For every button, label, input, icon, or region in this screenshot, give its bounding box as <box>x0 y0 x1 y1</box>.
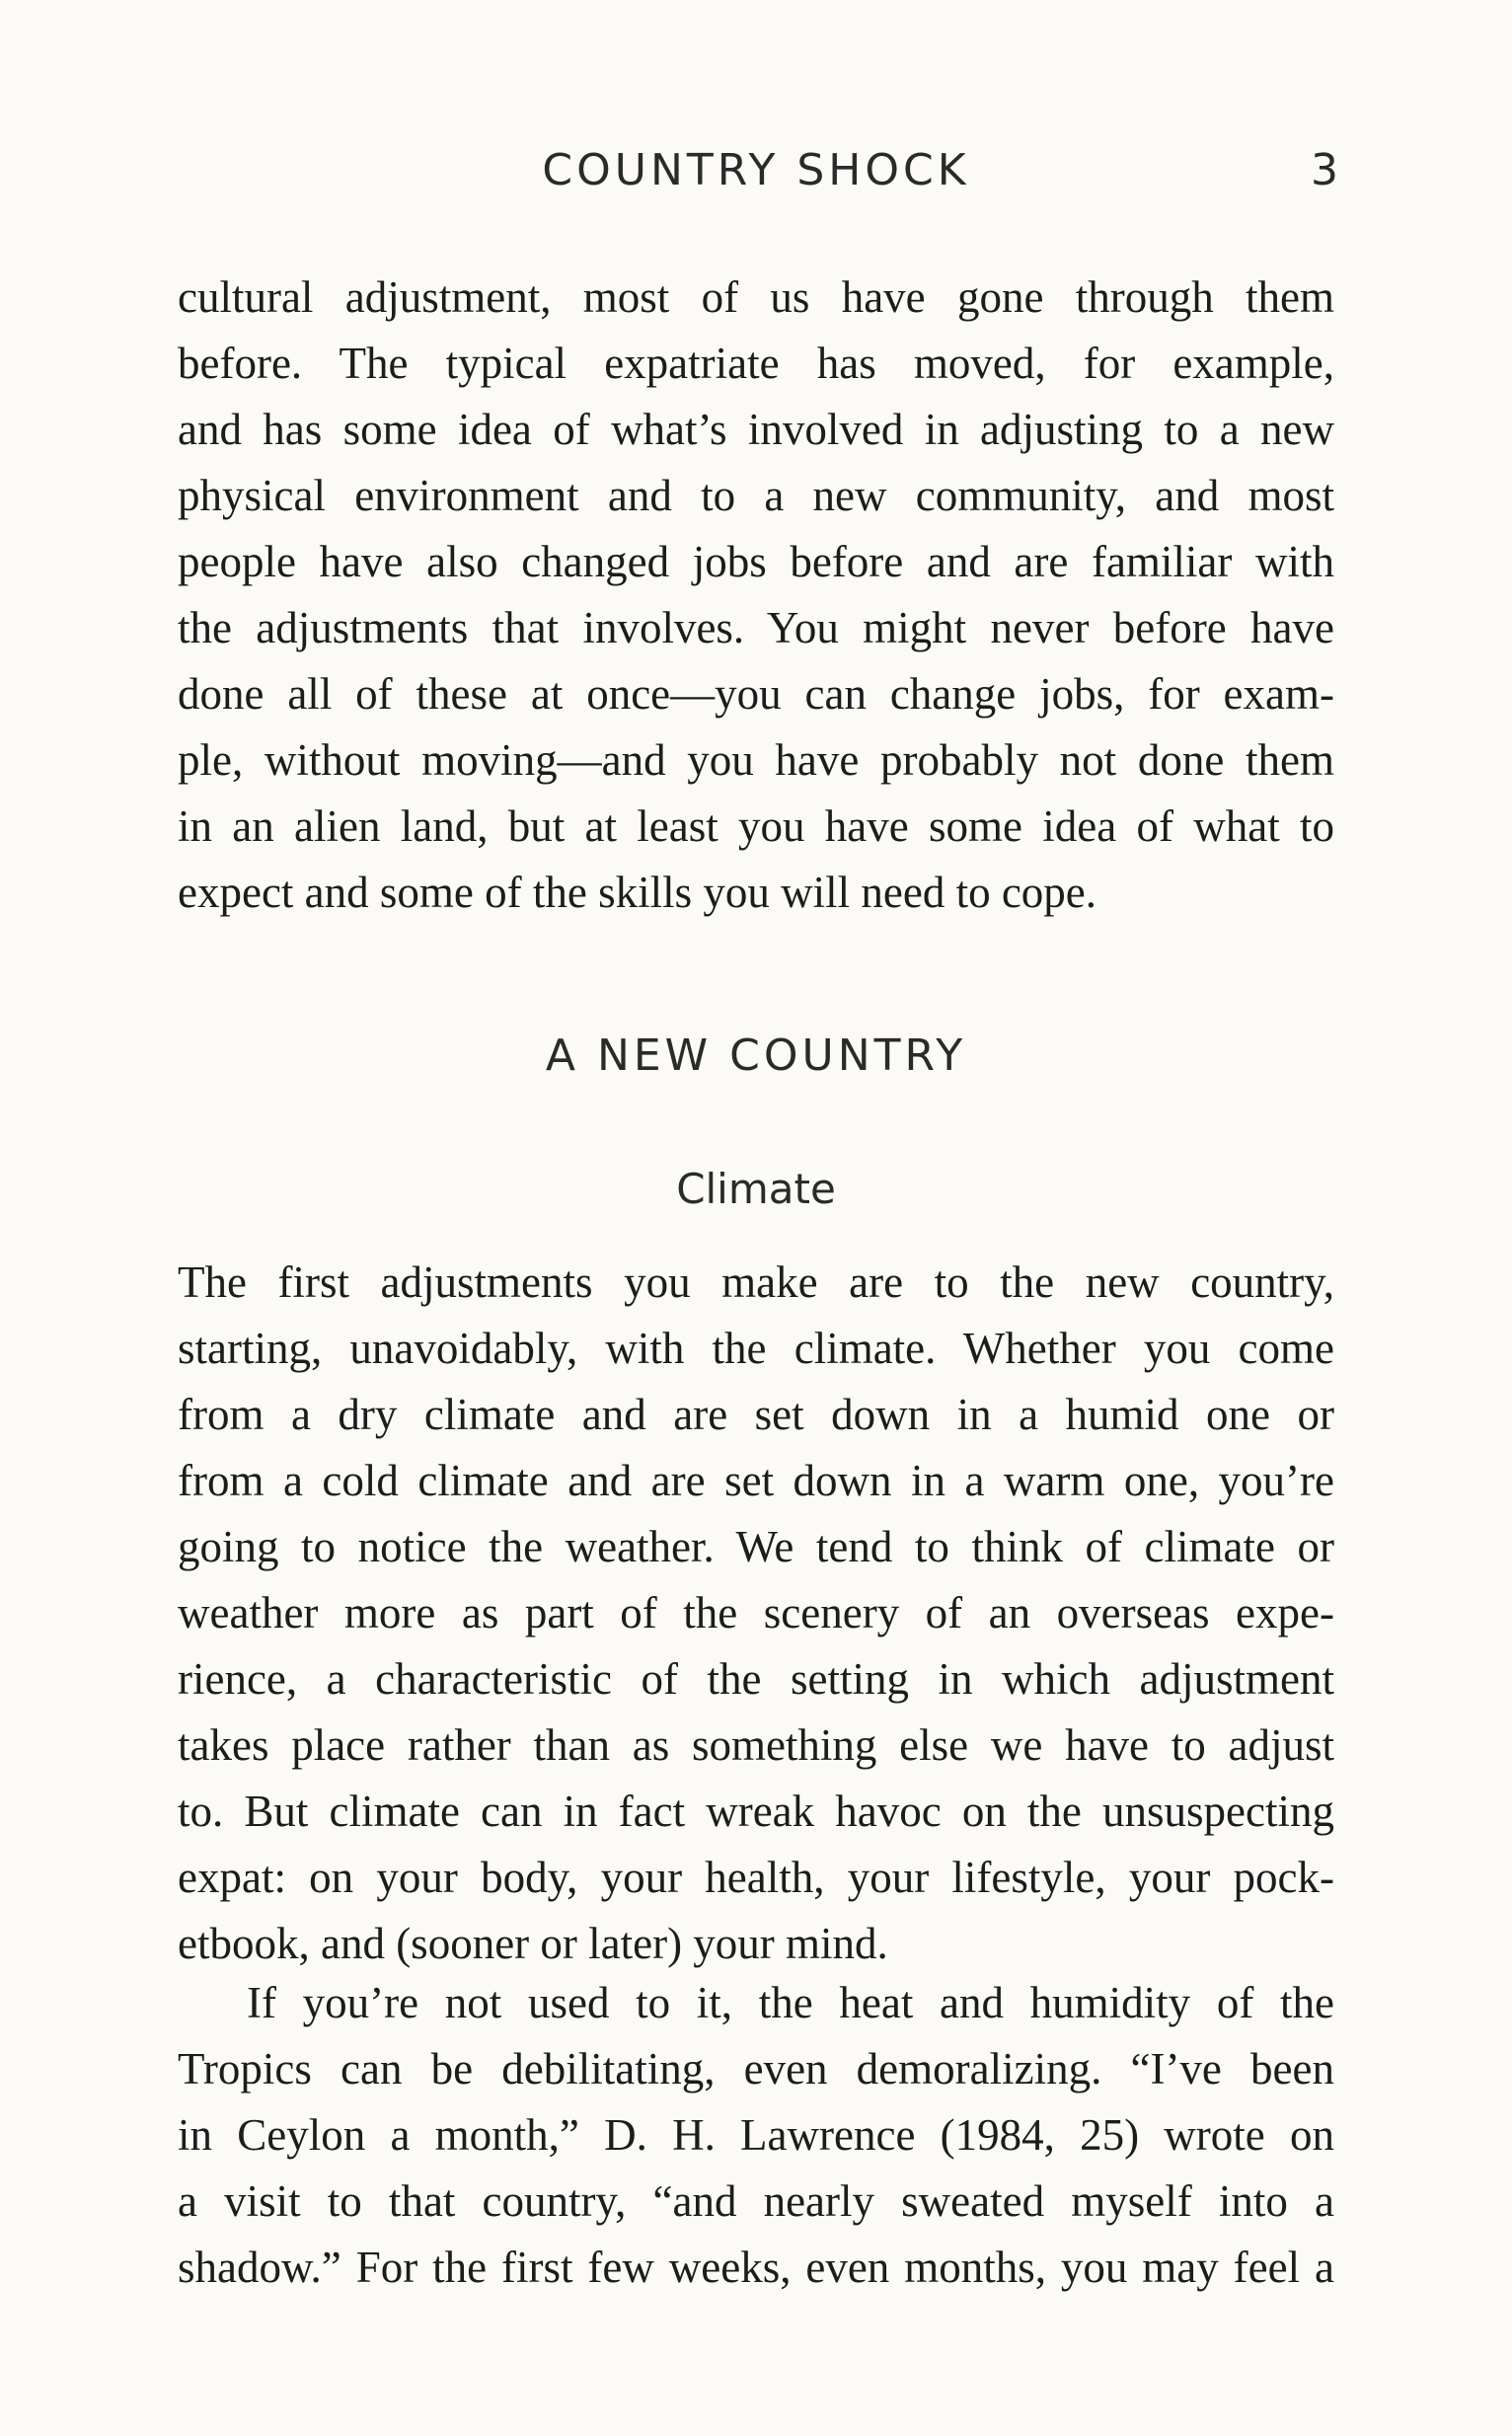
text-line: physical environment and to a new community, and most <box>178 471 1334 520</box>
text-line: in an alien land, but at least you have some idea of what to <box>178 801 1334 851</box>
text-line: takes place rather than as something else we have to adjust <box>178 1720 1334 1770</box>
text-line: the adjustments that involves. You might never before have <box>178 603 1334 652</box>
text-line: etbook, and (sooner or later) your mind. <box>178 1919 888 1968</box>
text-line: ple, without moving—and you have probably not done them <box>178 735 1334 785</box>
running-title: COUNTRY SHOCK <box>542 145 970 195</box>
text-line: in Ceylon a month,” D. H. Lawrence (1984, 25) wrote on <box>178 2110 1334 2160</box>
paragraph-tropics <box>178 1970 1334 2301</box>
text-line: from a dry climate and are set down in a humid one or <box>178 1390 1334 1439</box>
text-line: and has some idea of what’s involved in adjusting to a new <box>178 405 1334 454</box>
text-line: done all of these at once—you can change jobs, for exam- <box>178 669 1334 719</box>
text-line: before. The typical expatriate has moved, for example, <box>178 339 1334 388</box>
text-line: Tropics can be debilitating, even demoralizing. “I’ve been <box>178 2044 1334 2093</box>
running-head <box>0 136 1512 205</box>
text-line: weather more as part of the scenery of an overseas expe- <box>178 1588 1334 1637</box>
section-heading: A NEW COUNTRY <box>545 1030 967 1081</box>
text-line: rience, a characteristic of the setting in which adjustment <box>178 1654 1334 1704</box>
text-line: cultural adjustment, most of us have gone through them <box>178 272 1334 322</box>
text-line: If you’re not used to it, the heat and humidity of the <box>247 1978 1334 2027</box>
text-line: from a cold climate and are set down in a warm one, you’re <box>178 1456 1334 1505</box>
text-line: expat: on your body, your health, your lifestyle, your pock- <box>178 1853 1334 1902</box>
text-line: starting, unavoidably, with the climate. Whether you come <box>178 1324 1334 1373</box>
text-line: people have also changed jobs before and are familiar with <box>178 537 1334 586</box>
text-line: shadow.” For the first few weeks, even months, you may feel a <box>178 2243 1334 2292</box>
text-line: a visit to that country, “and nearly sweated myself into a <box>178 2176 1334 2226</box>
paragraph-continued <box>178 265 1334 926</box>
subsection-heading: Climate <box>676 1165 836 1213</box>
text-line: The first adjustments you make are to the new country, <box>178 1257 1334 1307</box>
text-line: expect and some of the skills you will need to cope. <box>178 868 1097 917</box>
page-number: 3 <box>1311 145 1338 195</box>
text-line: going to notice the weather. We tend to think of climate or <box>178 1522 1334 1571</box>
paragraph-climate-intro <box>178 1250 1334 1977</box>
text-line: to. But climate can in fact wreak havoc on the unsuspecting <box>178 1787 1334 1836</box>
